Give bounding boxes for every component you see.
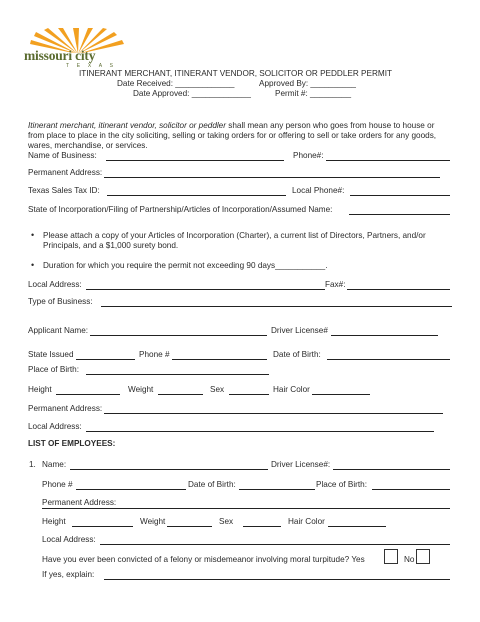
applicant-local-address-field[interactable] [86,431,434,432]
incorporation-field[interactable] [349,214,450,215]
employee-dob-label: Date of Birth: [188,480,236,489]
incorporation-label: State of Incorporation/Filing of Partnership/Articles of Incorporation/Assumed Name: [28,205,333,214]
local-phone-field[interactable] [350,195,450,196]
applicant-local-address-label: Local Address: [28,422,82,431]
business-permanent-address-field[interactable] [104,177,440,178]
employee-license-field[interactable] [333,469,450,470]
sales-tax-id-field[interactable] [107,195,286,196]
state-issued-field[interactable] [76,359,135,360]
date-received-label: Date Received: _____________ [117,79,235,88]
applicant-sex-field[interactable] [229,394,269,395]
definition-line-1 [28,121,434,130]
employees-heading: LIST OF EMPLOYEES: [28,439,116,448]
definition-line-1-rest: shall mean any person who goes from house to house or [225,121,435,130]
business-phone-field[interactable] [326,160,450,161]
applicant-weight-field[interactable] [158,394,203,395]
applicant-license-label: Driver License# [271,326,328,335]
applicant-dob-field[interactable] [327,359,450,360]
employee-height-label: Height [42,517,66,526]
local-address-label: Local Address: [28,280,82,289]
employee-permanent-address-field[interactable] [42,508,450,509]
applicant-phone-label: Phone # [139,350,170,359]
business-name-label: Name of Business: [28,151,97,160]
felony-yes-checkbox[interactable] [384,549,398,564]
bullet-1: • [31,230,35,240]
employee-phone-field[interactable] [76,489,186,490]
employee-dob-field[interactable] [239,489,315,490]
note-attach-line-2: Principals, and a $1,000 surety bond. [43,241,179,250]
logo-state: T E X A S [66,63,117,69]
date-approved-label: Date Approved: _____________ [133,89,251,98]
sales-tax-id-label: Texas Sales Tax ID: [28,186,100,195]
employee-sex-label: Sex [219,517,234,526]
applicant-pob-label: Place of Birth: [28,365,79,374]
employee-hair-label: Hair Color [288,517,325,526]
approved-by-label: Approved By: __________ [259,79,356,88]
fax-field[interactable] [347,289,450,290]
bullet-2: • [31,260,35,270]
applicant-hair-field[interactable] [312,394,370,395]
business-permanent-address-label: Permanent Address: [28,168,103,177]
type-of-business-field[interactable] [101,306,452,307]
employee-name-field[interactable] [70,469,268,470]
felony-no-checkbox[interactable] [416,549,430,564]
business-phone-label: Phone#: [293,151,324,160]
employee-permanent-address-label: Permanent Address: [42,498,117,507]
permit-number-label: Permit #: _________ [275,89,352,98]
applicant-permanent-address-field[interactable] [104,413,443,414]
applicant-pob-field[interactable] [86,374,269,375]
state-issued-label: State Issued [28,350,74,359]
business-name-field[interactable] [106,160,284,161]
applicant-name-label: Applicant Name: [28,326,89,335]
applicant-weight-label: Weight [128,385,154,394]
applicant-height-label: Height [28,385,52,394]
employee-name-label: Name: [42,460,67,469]
note-attach-line-1: Please attach a copy of your Articles of Incorporation (Charter), a current list of Directors, Partners, and/or [43,231,426,240]
explain-label: If yes, explain: [42,570,95,579]
employee-phone-label: Phone # [42,480,73,489]
applicant-phone-field[interactable] [172,359,267,360]
employee-local-address-field[interactable] [100,544,450,545]
fax-label: Fax#: [325,280,346,289]
employee-sex-field[interactable] [243,526,281,527]
employee-weight-field[interactable] [167,526,212,527]
applicant-height-field[interactable] [56,394,120,395]
felony-no-label: No [404,555,415,564]
applicant-license-field[interactable] [331,335,438,336]
applicant-permanent-address-label: Permanent Address: [28,404,103,413]
felony-question: Have you ever been convicted of a felony or misdemeanor involving moral turpitude? Yes [42,555,365,564]
applicant-sex-label: Sex [210,385,225,394]
employee-pob-field[interactable] [372,489,450,490]
employee-local-address-label: Local Address: [42,535,96,544]
definition-line-3: wares, merchandise, or services. [28,141,148,150]
employee-pob-label: Place of Birth: [316,480,367,489]
employee-number: 1. [29,460,36,469]
definition-line-2: from place to place in the city soliciting, selling or taking orders for or offering to sell or take orders for any goods, [28,131,437,140]
employee-license-label: Driver License#: [271,460,331,469]
logo-name: missouri city [24,48,96,63]
applicant-name-field[interactable] [90,335,267,336]
form-title: ITINERANT MERCHANT, ITINERANT VENDOR, SOLICITOR OR PEDDLER PERMIT [79,69,392,78]
employee-height-field[interactable] [72,526,133,527]
employee-hair-field[interactable] [328,526,386,527]
applicant-hair-label: Hair Color [273,385,310,394]
local-address-field[interactable] [86,289,325,290]
explain-field[interactable] [104,579,450,580]
applicant-dob-label: Date of Birth: [273,350,321,359]
local-phone-label: Local Phone#: [292,186,345,195]
employee-weight-label: Weight [140,517,166,526]
definition-term: Itinerant merchant, itinerant vendor, solicitor or peddler [28,121,226,130]
note-duration: Duration for which you require the permit not exceeding 90 days___________. [43,261,328,270]
type-of-business-label: Type of Business: [28,297,93,306]
